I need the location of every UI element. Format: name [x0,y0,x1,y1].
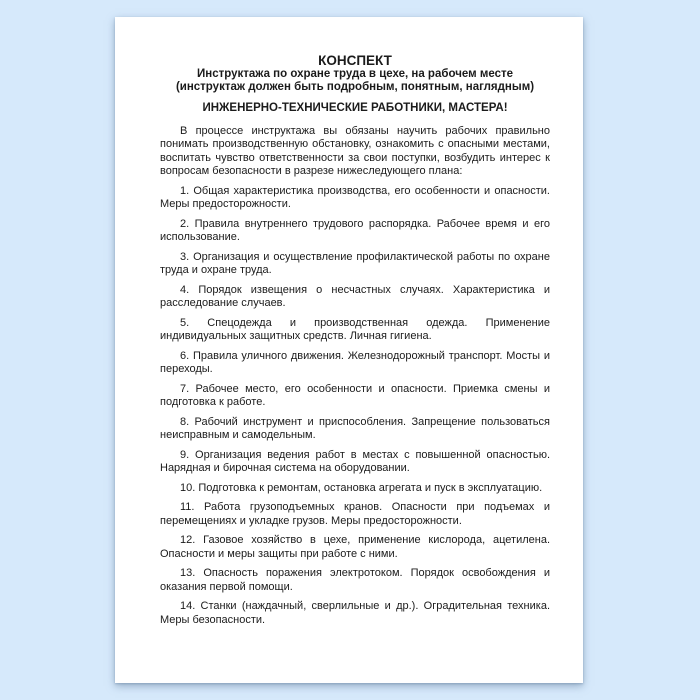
plan-item-3: 3. Организация и осуществление профилактической работы по охране труда и охране труда. [160,250,550,276]
intro-paragraph: В процессе инструктажа вы обязаны научить рабочих правильно понимать производственную обстановку, ознакомить с опасными местами, воспитать чувство ответственности за свои поступки, возбудить интерес к вопросам безопасности в разрезе нижеследующего плана: [160,124,550,177]
document-title: КОНСПЕКТ [318,53,392,68]
document-subtitle-line-1: Инструктажа по охране труда в цехе, на рабочем месте [196,68,513,80]
plan-item-10: 10. Подготовка к ремонтам, остановка агрегата и пуск в эксплуатацию. [180,481,543,494]
plan-item-1: 1. Общая характеристика производства, его особенности и опасности. Меры предосторожности. [160,184,550,210]
plan-item-5: 5. Спецодежда и производственная одежда. Применение индивидуальных защитных средств. Личная гигиена. [160,316,550,342]
plan-item-2: 2. Правила внутреннего трудового распорядка. Рабочее время и его использование. [160,217,550,243]
document-subtitle-line-2: (инструктаж должен быть подробным, понятным, наглядным) [175,80,535,93]
plan-item-7: 7. Рабочее место, его особенности и опасности. Приемка смены и подготовка к работе. [160,382,550,408]
plan-item-14: 14. Станки (наждачный, сверлильные и др.). Оградительная техника. Меры безопасности. [160,600,550,626]
plan-item-8: 8. Рабочий инструмент и приспособления. Запрещение пользоваться неисправным и самодельным. [160,415,550,441]
plan-item-6: 6. Правила уличного движения. Железнодорожный транспорт. Мосты и переходы. [160,349,550,375]
plan-item-4: 4. Порядок извещения о несчастных случаях. Характеристика и расследование случаев. [160,283,550,309]
document-page [115,17,583,683]
plan-item-9: 9. Организация ведения работ в местах с повышенной опасностью. Нарядная и бирочная система на оборудовании. [160,448,550,474]
audience-heading: ИНЖЕНЕРНО-ТЕХНИЧЕСКИЕ РАБОТНИКИ, МАСТЕРА! [202,102,508,114]
plan-item-13: 13. Опасность поражения электротоком. Порядок освобождения и оказания первой помощи. [160,567,550,593]
plan-item-11: 11. Работа грузоподъемных кранов. Опасности при подъемах и перемещениях и укладке грузов. Меры предосторожности. [160,501,550,527]
plan-item-12: 12. Газовое хозяйство в цехе, применение кислорода, ацетилена. Опасности и меры защиты при работе с ними. [160,534,550,560]
